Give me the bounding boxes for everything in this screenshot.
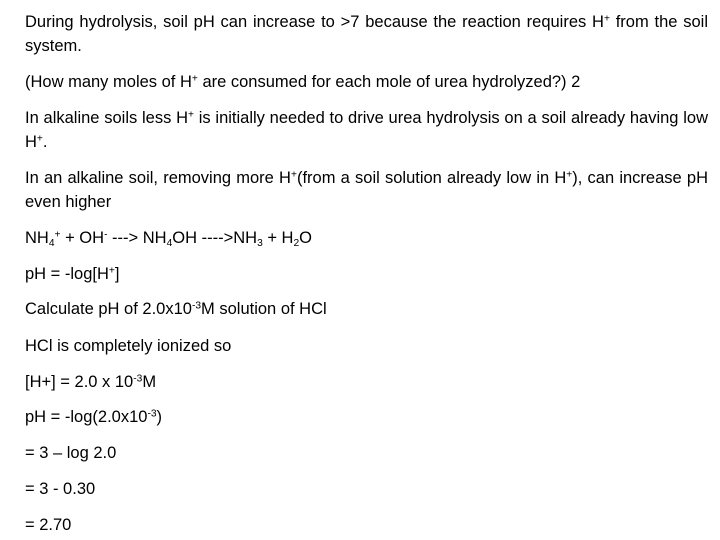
text-run: HCl is completely ionized so [25,337,232,355]
superscript: + [188,109,194,121]
text-run: . [42,133,48,151]
superscript: -3 [133,373,143,385]
superscript: -3 [191,300,202,312]
text-run: In an alkaline soil, removing more H [25,169,291,187]
subscript: 4 [48,238,55,250]
ph-definition [25,262,708,286]
text-run: + H [262,229,294,247]
text-run: Calculate pH of 2.0x10 [25,300,192,318]
text-run: O [299,229,313,247]
subscript: 3 [257,238,263,250]
text-run: is initially needed to drive urea hydrolysis on a soil already having low H [25,109,708,151]
alkaline-soils-paragraph [25,106,708,154]
superscript: + [566,169,573,181]
superscript: + [191,73,198,85]
text-run: M solution of HCl [201,300,327,318]
text-run: ] [114,265,120,283]
text-run: In alkaline soils less H [25,109,189,127]
text-run: OH ---->NH [172,229,258,247]
text-run: = 2.70 [25,516,72,534]
subscript: 2 [293,238,300,250]
alkaline-soil-removal-paragraph [25,166,708,214]
text-run: ) [156,408,163,426]
superscript: - [104,229,108,241]
text-run: ), can increase pH even higher [25,169,708,211]
text-run: ---> NH [107,229,167,247]
superscript: + [54,229,61,241]
h-concentration-line [25,370,708,394]
result-line [25,513,708,537]
calculate-ph-prompt [25,297,708,321]
text-run: During hydrolysis, soil pH can increase to >7 because the reaction requires H [25,13,604,31]
hydrolysis-ph-paragraph [25,10,708,58]
text-run: = 3 - 0.30 [25,480,96,498]
text-run: NH [25,229,49,247]
superscript: -3 [147,408,157,420]
text-run: pH = -log[H [25,265,109,283]
text-run: from the soil system. [25,13,709,55]
ph-log-line [25,405,708,429]
subscript: 4 [166,238,173,250]
superscript: + [36,133,43,145]
step-log-line [25,441,708,465]
text-run: (How many moles of H [25,73,192,91]
text-run: M [142,373,157,391]
text-run: pH = -log(2.0x10 [25,408,148,426]
step-subtract-line [25,477,708,501]
text-run: = 3 – log 2.0 [25,444,117,462]
text-run: are consumed for each mole of urea hydrolyzed?) 2 [197,73,581,91]
text-run: + OH [60,229,105,247]
text-run: (from a soil solution already low in H [296,169,567,187]
superscript: + [290,169,297,181]
superscript: + [108,265,115,277]
ammonium-equation [25,226,708,250]
superscript: + [603,13,610,25]
moles-question-paragraph [25,70,708,94]
hcl-ionized-line [25,334,708,358]
text-run: [H+] = 2.0 x 10 [25,373,134,391]
